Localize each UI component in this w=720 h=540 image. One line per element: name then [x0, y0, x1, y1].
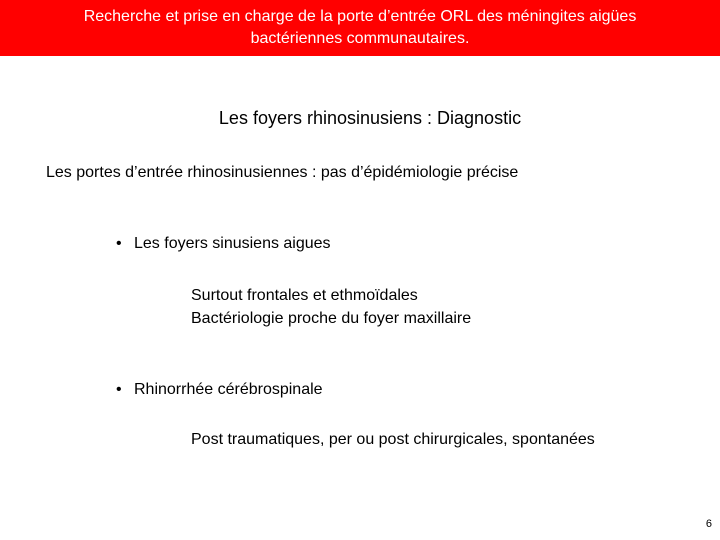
bullet-item-sinus [116, 235, 331, 253]
bullet-item-rhinorrhea [116, 381, 323, 399]
intro-text: Les portes d’entrée rhinosinusiennes : pas d’épidémiologie précise [46, 164, 519, 181]
page-number: 6 [705, 518, 712, 530]
detail-line: Bactériologie proche du foyer maxillaire [191, 310, 472, 327]
header-title-line-2: bactériennes communautaires. [250, 30, 470, 47]
detail-line: Post traumatiques, per ou post chirurgicales, spontanées [191, 431, 595, 448]
bullet-details-sinus [191, 284, 471, 330]
detail-line: Surtout frontales et ethmoïdales [191, 287, 418, 304]
header-title-line-1: Recherche et prise en charge de la porte d’entrée ORL des méningites aigües [83, 8, 637, 25]
bullet-details-rhinorrhea [191, 428, 595, 451]
bullet-marker: • [116, 381, 122, 398]
header-banner [0, 0, 720, 56]
bullet-marker: • [116, 235, 122, 252]
slide-title: Les foyers rhinosinusiens : Diagnostic [218, 108, 522, 128]
bullet-label: Rhinorrhée cérébrospinale [134, 381, 323, 398]
bullet-label: Les foyers sinusiens aigues [134, 235, 331, 252]
